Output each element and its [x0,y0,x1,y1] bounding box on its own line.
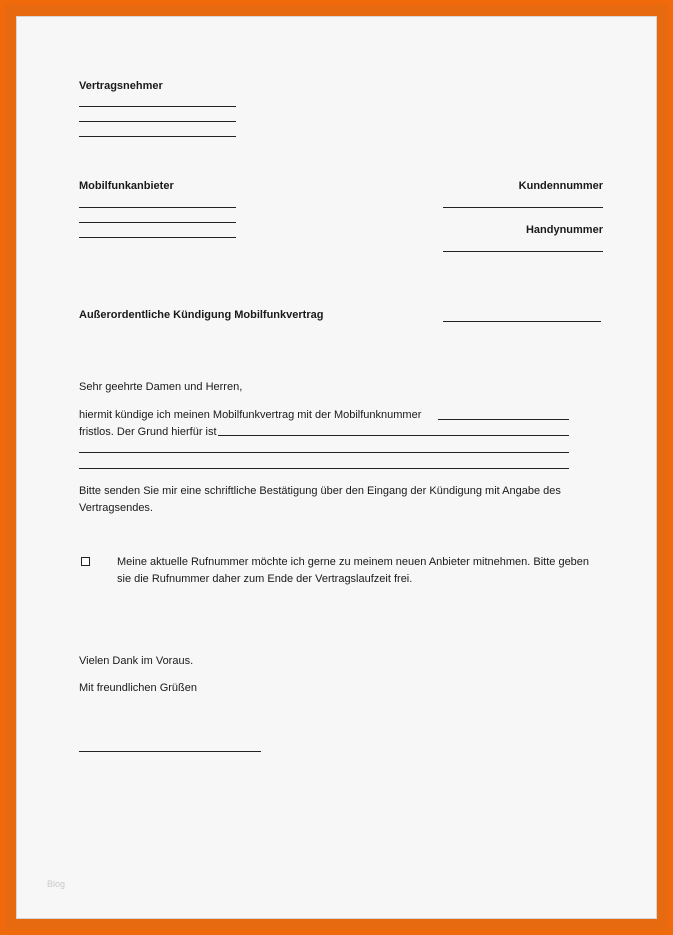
sender-name-line[interactable] [79,106,236,107]
body-line2: fristlos. Der Grund hierfür ist [79,426,217,438]
date-line[interactable] [443,321,601,322]
customer-number-label: Kundennummer [518,180,603,192]
signature-line[interactable] [79,751,261,752]
provider-heading: Mobilfunkanbieter [79,180,174,192]
closing-thanks: Vielen Dank im Voraus. [79,655,194,667]
sender-heading: Vertragsnehmer [79,80,163,92]
provider-street-line[interactable] [79,222,236,223]
mobile-number-line[interactable] [438,419,569,420]
reason-line-3[interactable] [79,468,569,469]
porting-checkbox[interactable] [81,557,90,566]
sender-street-line[interactable] [79,121,236,122]
greeting: Sehr geehrte Damen und Herren, [79,381,243,393]
confirmation-line2: Vertragsendes. [79,502,153,514]
document-page [16,16,657,919]
sender-city-line[interactable] [79,136,236,137]
body-line1: hiermit kündige ich meinen Mobilfunkvertrag mit der Mobilfunknummer [79,409,422,421]
watermark: Blog [47,879,66,889]
customer-number-line[interactable] [443,207,603,208]
confirmation-line1: Bitte senden Sie mir eine schriftliche Bestätigung über den Eingang der Kündigung mit Angabe des [79,485,561,497]
porting-line2: sie die Rufnummer daher zum Ende der Vertragslaufzeit frei. [117,573,413,585]
subject: Außerordentliche Kündigung Mobilfunkvertrag [79,309,324,321]
porting-line1: Meine aktuelle Rufnummer möchte ich gerne zu meinem neuen Anbieter mitnehmen. Bitte geben [117,556,590,568]
provider-name-line[interactable] [79,207,236,208]
phone-number-label: Handynummer [525,224,603,236]
reason-line-1[interactable] [218,435,569,436]
closing-regards: Mit freundlichen Grüßen [79,682,197,694]
phone-number-line[interactable] [443,251,603,252]
provider-city-line[interactable] [79,237,236,238]
reason-line-2[interactable] [79,452,569,453]
